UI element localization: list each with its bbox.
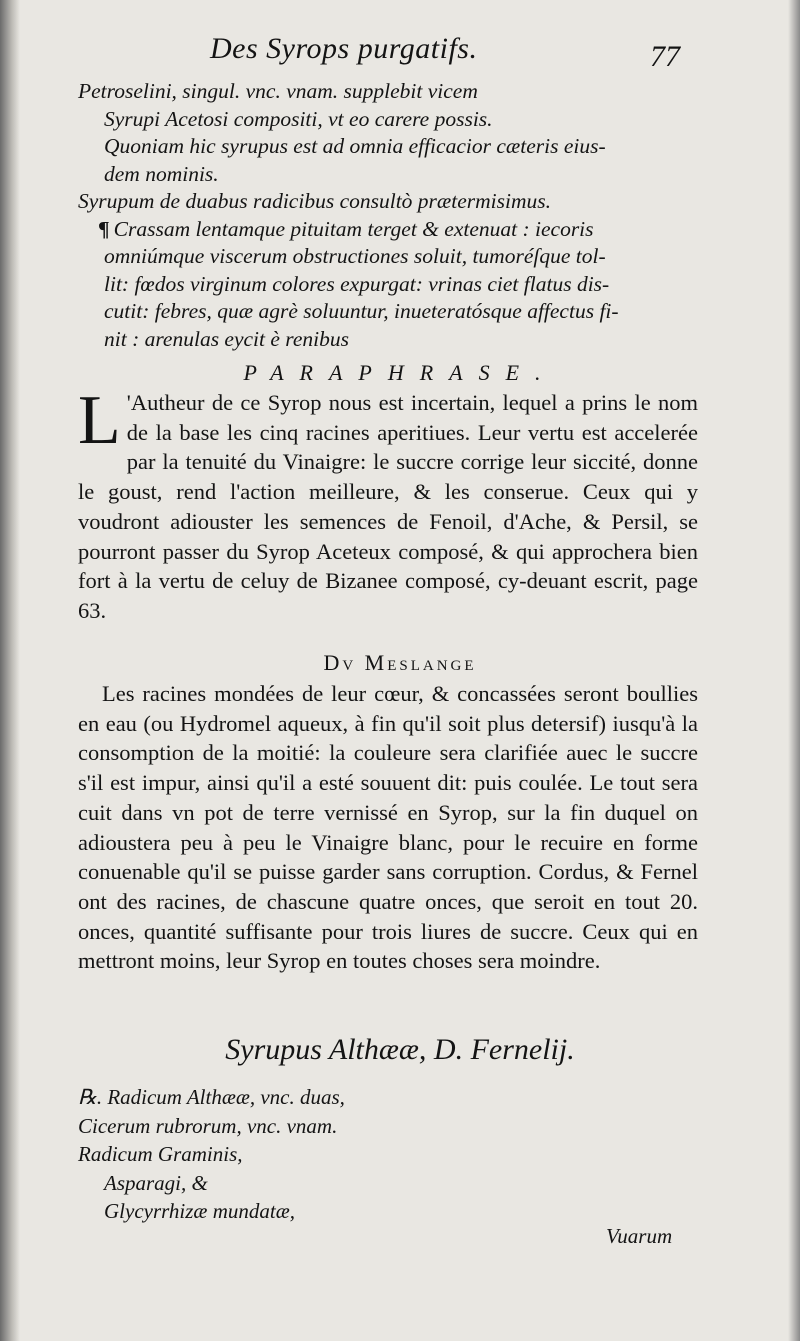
recipe-line: Asparagi, & xyxy=(104,1170,208,1195)
latin-line: Syrupum de duabus radicibus consultò prætermisimus. xyxy=(78,189,551,213)
recipe-line: Glycyrrhizæ mundatæ, xyxy=(104,1199,295,1223)
latin-text-block xyxy=(78,78,698,353)
latin-line: Quoniam hic syrupus est ad omnia efficacior cæteris eius- xyxy=(104,134,606,158)
page-header xyxy=(0,30,800,80)
recipe-line: Radicum Graminis, xyxy=(78,1142,243,1166)
paraphrase-heading: PARAPHRASE. xyxy=(243,360,557,385)
catchword: Vuarum xyxy=(606,1224,673,1248)
latin-line: dem nominis. xyxy=(104,161,219,186)
pilcrow-mark: ¶ xyxy=(98,216,110,241)
latin-line: cutit: febres, quæ agrè soluuntur, inueteratósque affectus fi- xyxy=(104,299,619,323)
meslange-paragraph: Les racines mondées de leur cœur, & concassées seront boullies en eau (ou Hydromel aqueux, à fin qu'il soit plus detersif) iusqu'à la consomption de la moitié: la couleure sera clarifiée auec le succre s'il est impur, ainsi qu'il a esté souuent dit: puis coulée. Le tout sera cuit dans vn pot de terre vernissé en Syrop, sur la fin duquel on adioustera peu à peu le Vinaigre blanc, pour le recuire en forme conuenable qu'il se puisse garder sans corruption. Cordus, & Fernel ont des racines, de chascune quatre onces, que seroit en tout 20. onces, quantité suffisante pour trois liures de succre. Ceux qui en mettront moins, leur Syrop en toutes choses sera moindre. xyxy=(78,681,698,974)
recipe-list xyxy=(78,1083,698,1226)
latin-line: nit : arenulas eycit è renibus xyxy=(104,326,350,351)
latin-line xyxy=(78,216,698,244)
meslange-heading: Dv Meslange xyxy=(323,650,477,675)
paraphrase-paragraph xyxy=(78,382,698,626)
paraphrase-text: 'Autheur de ce Syrop nous est incertain, lequel a prins le nom de la base les cinq racines aperitiues. Leur vertu est accelerée par la tenuité du Vinaigre: le succre corrige leur siccité, donne le goust, rend l'action meilleure, & les conserue. Ceux qui y voudront adiouster les semences de Fenoil, d'Ache, & Persil, se pourront passer du Syrop Aceteux composé, & qui approchera bien fort à la vertu de celuy de Bizanee composé, cy-deuant escrit, page 63. xyxy=(78,390,698,623)
recipe-title: Syrupus Althææ, D. Fernelij. xyxy=(225,1033,575,1066)
recipe-line: ℞. Radicum Althææ, vnc. duas, xyxy=(78,1085,345,1109)
latin-line: Syrupi Acetosi compositi, vt eo carere possis. xyxy=(104,106,493,131)
recipe-line: Cicerum rubrorum, vnc. vnam. xyxy=(78,1113,338,1138)
latin-line: Petroselini, singul. vnc. vnam. supplebit vicem xyxy=(78,79,478,103)
latin-line-text: Crassam lentamque pituitam terget & extenuat : iecoris xyxy=(113,216,594,241)
drop-cap: L xyxy=(78,382,121,459)
latin-line: omniúmque viscerum obstructiones soluit, tumoréſque tol- xyxy=(104,244,606,268)
page-number: 77 xyxy=(650,40,680,73)
running-title: Des Syrops purgatifs. xyxy=(210,32,478,65)
latin-line: lit: fœdos virginum colores expurgat: vrinas ciet flatus dis- xyxy=(104,271,610,296)
